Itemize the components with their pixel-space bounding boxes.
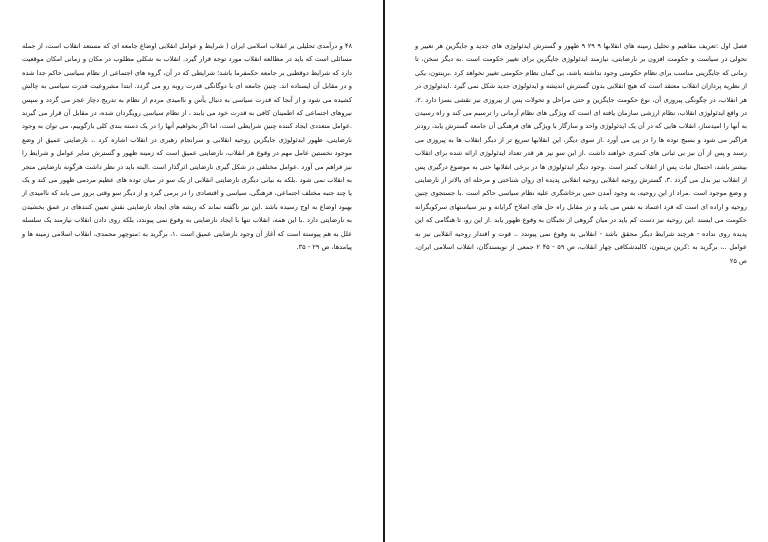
right-page-paragraph: فصل اول :تعریف مفاهیم و تحلیل زمینه های انقلابها ۹ ۲۹ ۹ ظهور و گسترش ایدئولوژی های جدید و جایگزین هر تغییر و تحولی در سیاست و حکومت افزون بر نارضایتی، نیازمند ایدئولوژی جایگزین برای تغییر حکومت است .به دیگر سخن، تا زمانی که جایگزینی مناسب برای نظام حکومتی وجود نداشته باشد، بی گمان نظام حکومتی تغییر نخواهد کرد .برینتون، یکی از نظریه پردازان انقلاب معتقد است که هیچ انقلابی بدون گسترش اندیشه و ایدئولوژی جدید شکل نمی گیرد .ایدئولوژی در هر انقلاب، در چگونگی پیروزی آن، نوع حکومت جایگزین و حتی مراحل و تحولات پس از پیروزی نیز نقشی بسزا دارد .۲، در واقع ایدئولوژی انقلاب، نظام ارزشی سازمان یافته ای است که ویژگی های نظام آرمانی را ترسیم می کند و راه رسیدن به آنها را امیدساز، انقلاب هایی که در آن یک ایدئولوژی واحد و سازگار با ویژگی های فرهنگی آن جامعه گسترش یابد، رودتر فراگیر می شود و بسیج توده ها را در پی می آورد .از سوی دیگر، این انقلابها سریع تر از دیگر انقلاب ها به پیروزی می رسند و پس از آن نیز بی ثباتی های کمتری خواهند داشت .از این سو نیز هر قدر تعداد ایدئولوژی ارائه شده برای انقلاب بیشتر باشد، احتمال ثبات پس از انقلاب کمتر است .وجود دیگر ایدئولوژی ها در برخی انقلابها حتی به موضوع درگیری پس از انقلاب نیز بدل می گردد .۳، گسترش روحیه انقلابی روحیه انقلابی پدیده ای روان شناختی و مرحله ای بالاتر از نارضایتی و وضع موجود است .مراد از این روحیه، به وجود آمدن حس برخاشگری علیه نظام سیاسی حاکم است .با جستجوی چنین روحیه و اراده ای است که فرد اعتماد به نفس می یابد و در مقابل راه حل های اصلاح گرایانه و نیز سیاستهای سرکوبگرانه حکومت می ایستد .این روحیه نیز دست کم باید در میان گروهی از نخبگان به وقوع ظهور یابد .از این رو، تا هنگامی که این پدیده روی نداده - هرچند شرایط دیگر محقق باشد - انقلابی به وقوع نمی پیوندد .، قوت و اقتدار روحیه انقلابی نیز به عوامل ..، برگرید به :کرین برینتون، کالبدشکافی چهار انقلاب، ص ۵۹ - ۴۵ ۲ جمعی از نویسندگان، انقلاب اسلامی ایران، ص ۲۵ <box>415 42 747 265</box>
right-page-text <box>415 40 747 268</box>
right-page <box>385 0 768 542</box>
left-page-text <box>22 40 352 255</box>
left-page <box>0 0 383 542</box>
left-page-paragraph: ۴۸ و درآمدی تحلیلی بر انقلاب اسلامی ایران ( شرایط و عوامل انقلابی اوضاع جامعه ای که مستعد انقلاب است، از جمله مسائلی است که باید در مطالعه انقلاب مورد توجه قرار گیرد. انقلاب به شکلی مطلوب در مکان و زمانی امکان موقعیت دارد که شرایط دوقطبی بر جامعه حکمفرما باشد؛ شرایطی که در آن، گروه های اجتماعی از نظام سیاسی حاکم جدا شده و در مقابل آن ایستاده اند. چنین جامعه ای با دوگانگی قدرت روبه رو می گردد. ابتدا مشروعیت قدرت سیاسی به چالش کشیده می شود و از آنجا که قدرت سیاسی به دنبال یأس و ناامیدی مردم از نظام به تدریج دچار عجز می گردد و سپس نیروهای اجتماعی که اطمینان کافی به قدرت خود می یابند ، از نظام سیاسی رویگردان شده، در مقابل آن قرار می گیرند .عوامل متعددی ایجاد کننده چنین شرایطی است، اما اگر بخواهیم آنها را در یک دسته بندی کلی بازگوییم، می توان به وجود نارضایتی، ظهور ایدئولوژی جایگزین روحیه انقلابی و سرانجام رهبری در انقلاب اشاره کرد .، نارضایتی عمیق از وضع موجود نخستین عامل مهم در وقوع هر انقلاب، نارضایتی عمیق است که زمینه ظهور و گسترش سایر عوامل و شرایط را نیز فراهم می آورد .عوامل مختلفی در شکل گیری نارضایتی اثرگذار است .البته باید در نظر داشت هرگونه نارضایتی منجر به انقلاب نمی شود .بلکه به بیانی دیگری نارضایتی انقلابی از یک سو در میان توده های عظیم مردمی ظهور می کند و یک یا چند جنبه مختلف اجتماعی، فرهنگی، سیاسی و اقتصادی را در برمی گیرد و از دیگر سو وقتی بروز می یابد که ناامیدی از بهبود اوضاع به اوج رسیده باشد .این نیز ناگفته نماند که ریشه های ایجاد نارضایتی نقش تعیین کنندهای در عمق بخشیدن به نارضایتی دارد .با این همه، انقلاب تنها با ایجاد نارضایتی به وقوع نمی پیوندد، بلکه روی دادن انقلاب نیازمند یک سلسله علل به هم پیوسته است که آغاز آن وجود نارضایتی عمیق است .۱، برگرید به :منوچهر محمدی، انقلاب اسلامی زمینه ها و پیامدها، ص ۲۹ - ۳۵. <box>22 42 353 252</box>
